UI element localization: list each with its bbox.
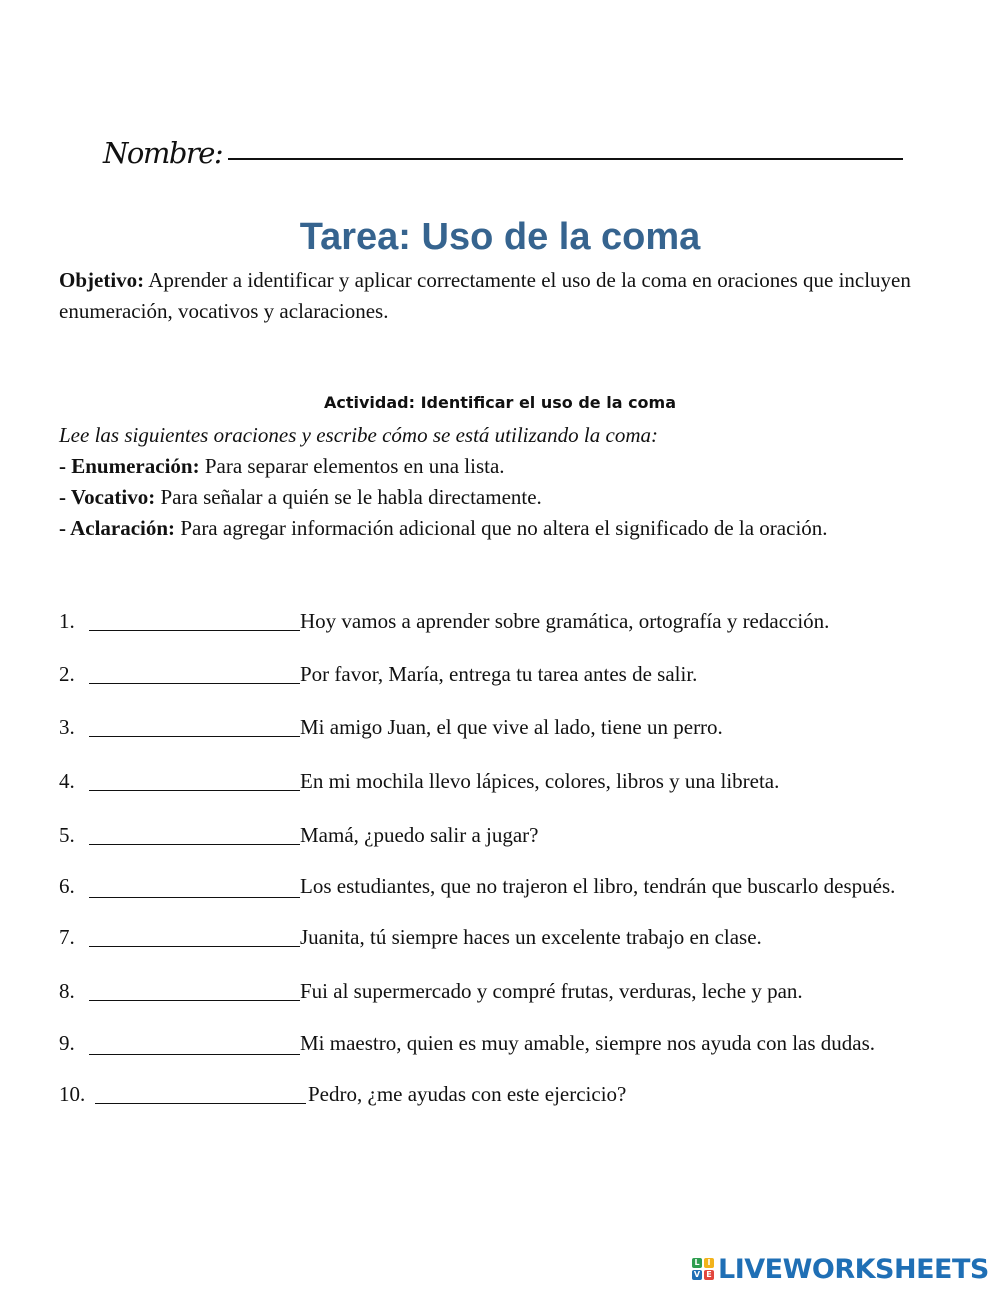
definition-enumeracion xyxy=(59,451,959,482)
answer-blank[interactable] xyxy=(89,820,300,845)
logo-block-l: L xyxy=(692,1258,702,1268)
exercise-item xyxy=(59,659,939,690)
name-row xyxy=(103,124,903,168)
exercise-item xyxy=(59,606,939,637)
exercise-sentence: Fui al supermercado y compré frutas, verduras, leche y pan. xyxy=(300,979,803,1003)
exercise-item xyxy=(59,766,939,797)
objective-label: Objetivo: xyxy=(59,268,145,292)
definition-desc: Para agregar información adicional que no altera el significado de la oración. xyxy=(175,516,828,540)
definition-aclaracion xyxy=(59,513,959,544)
logo-block-i: I xyxy=(704,1258,714,1268)
exercise-item xyxy=(59,873,939,900)
answer-blank[interactable] xyxy=(89,873,300,898)
name-label: Nombre: xyxy=(103,136,223,170)
definition-term: - Enumeración: xyxy=(59,454,200,478)
objective-paragraph xyxy=(59,265,949,327)
exercise-sentence: Mamá, ¿puedo salir a jugar? xyxy=(300,823,539,847)
exercise-number: 10. xyxy=(59,1082,86,1106)
exercise-sentence: Mi maestro, quien es muy amable, siempre nos ayuda con las dudas. xyxy=(300,1031,876,1055)
exercise-item xyxy=(59,922,939,953)
definition-desc: Para separar elementos en una lista. xyxy=(199,454,505,478)
exercise-list xyxy=(59,606,939,1110)
exercise-number: 8. xyxy=(59,979,75,1003)
exercise-item xyxy=(59,976,939,1007)
exercise-number: 4. xyxy=(59,769,75,793)
exercise-item xyxy=(59,820,939,851)
exercise-sentence: En mi mochila llevo lápices, colores, libros y una libreta. xyxy=(300,769,780,793)
answer-blank[interactable] xyxy=(89,606,300,631)
definition-term: - Vocativo: xyxy=(59,485,156,509)
answer-blank[interactable] xyxy=(95,1079,306,1104)
liveworksheets-logo xyxy=(692,1254,989,1284)
exercise-number: 2. xyxy=(59,662,75,686)
logo-block-v: V xyxy=(693,1270,701,1279)
answer-blank[interactable] xyxy=(89,766,300,791)
objective-text: Aprender a identificar y aplicar correctamente el uso de la coma en oraciones que incluyen enumeración, vocativos y aclaraciones. xyxy=(59,268,911,323)
answer-blank[interactable] xyxy=(89,659,300,684)
definition-vocativo xyxy=(59,482,959,513)
liveworksheets-blocks-icon xyxy=(692,1258,714,1280)
answer-blank[interactable] xyxy=(89,976,300,1001)
answer-blank[interactable] xyxy=(89,712,300,737)
exercise-item xyxy=(59,1030,939,1057)
activity-heading: Actividad: Identificar el uso de la coma xyxy=(323,393,677,412)
instructions xyxy=(59,420,959,544)
definition-term: - Aclaración: xyxy=(59,516,176,540)
brand-name: LIVEWORKSHEETS xyxy=(718,1253,989,1285)
exercise-number: 9. xyxy=(59,1031,75,1055)
exercise-sentence: Juanita, tú siempre haces un excelente trabajo en clase. xyxy=(300,925,762,949)
exercise-number: 3. xyxy=(59,715,75,739)
page-title: Tarea: Uso de la coma xyxy=(299,216,701,258)
exercise-number: 6. xyxy=(59,874,75,898)
logo-block-e: E xyxy=(704,1270,714,1280)
exercise-number: 5. xyxy=(59,823,75,847)
exercise-sentence: Hoy vamos a aprender sobre gramática, ortografía y redacción. xyxy=(300,609,830,633)
answer-blank[interactable] xyxy=(89,922,300,947)
exercise-sentence: Pedro, ¿me ayudas con este ejercicio? xyxy=(308,1082,627,1106)
instructions-intro: Lee las siguientes oraciones y escribe cómo se está utilizando la coma: xyxy=(59,423,658,447)
exercise-sentence: Mi amigo Juan, el que vive al lado, tiene un perro. xyxy=(300,715,723,739)
exercise-number: 7. xyxy=(59,925,75,949)
exercise-item xyxy=(59,712,939,743)
definition-desc: Para señalar a quién se le habla directamente. xyxy=(155,485,542,509)
name-answer-line[interactable] xyxy=(228,132,903,160)
answer-blank[interactable] xyxy=(89,1030,300,1055)
exercise-item xyxy=(59,1079,939,1110)
exercise-sentence: Por favor, María, entrega tu tarea antes de salir. xyxy=(300,662,698,686)
exercise-sentence: Los estudiantes, que no trajeron el libro, tendrán que buscarlo después. xyxy=(300,874,896,898)
exercise-number: 1. xyxy=(59,609,75,633)
